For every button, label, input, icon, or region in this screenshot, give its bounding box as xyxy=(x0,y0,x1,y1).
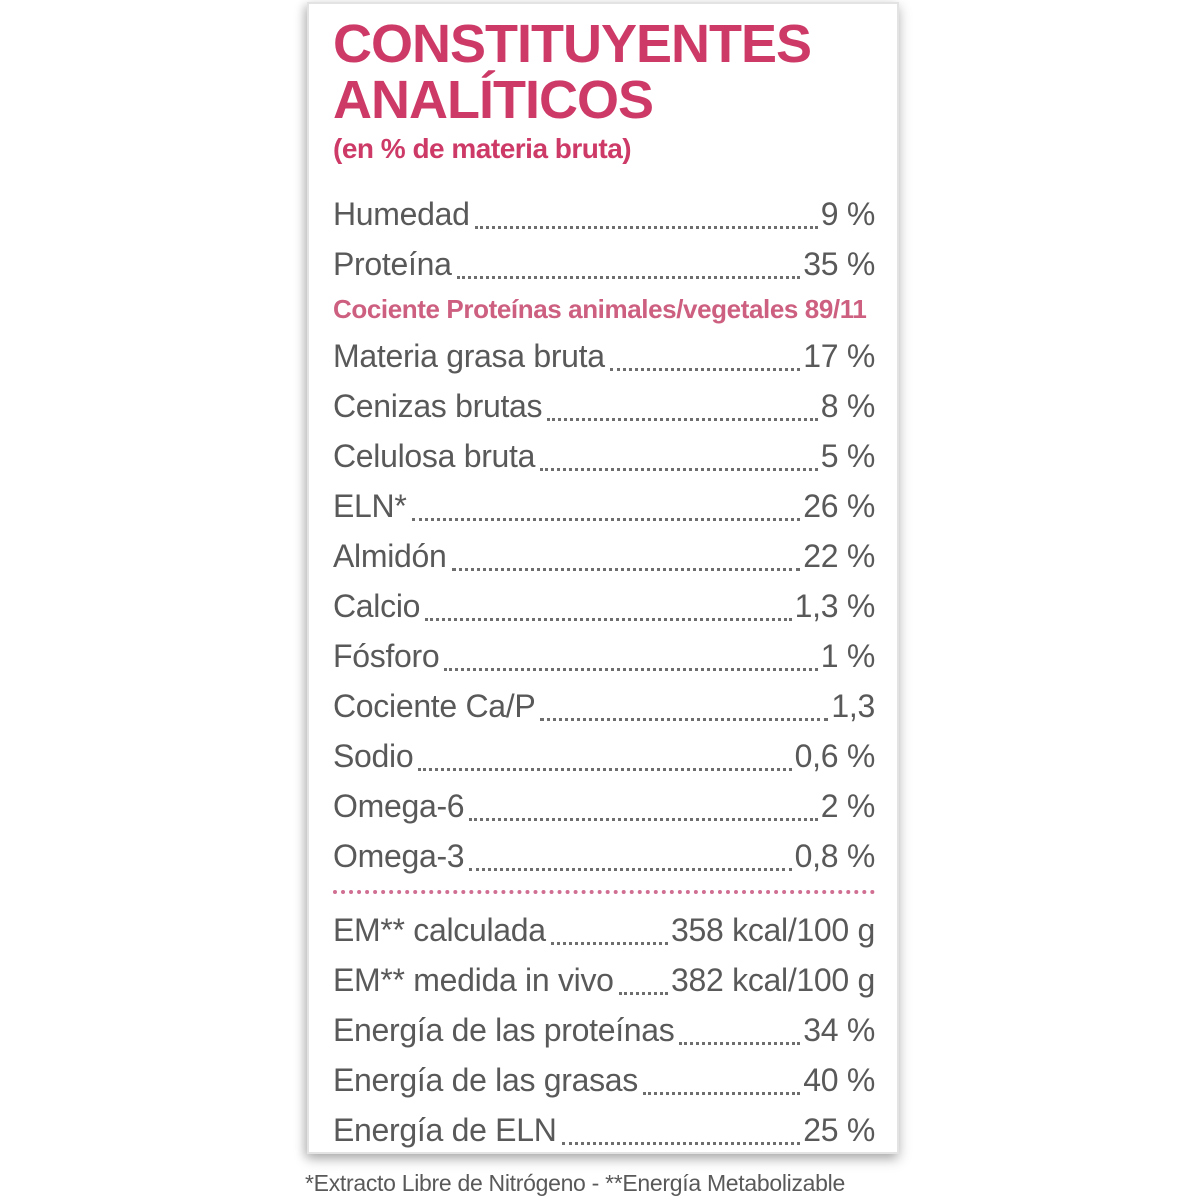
dot-leader xyxy=(540,468,818,471)
dot-leader xyxy=(425,618,792,621)
panel-title xyxy=(333,16,875,128)
row-value: 34 % xyxy=(803,1012,875,1048)
table-row xyxy=(333,431,875,481)
table-row xyxy=(333,781,875,831)
row-label: Omega-6 xyxy=(333,788,465,824)
dot-leader xyxy=(475,226,818,229)
row-label: Almidón xyxy=(333,538,447,574)
row-label: ELN* xyxy=(333,488,407,524)
row-value: 26 % xyxy=(803,488,875,524)
table-row xyxy=(333,905,875,955)
row-value: 1,3 xyxy=(831,688,875,724)
row-label: Energía de las grasas xyxy=(333,1062,638,1098)
dot-leader xyxy=(619,992,668,995)
table-row xyxy=(333,189,875,239)
row-label: Proteína xyxy=(333,246,452,282)
table-row xyxy=(333,731,875,781)
row-value: 1 % xyxy=(820,638,875,674)
table-row xyxy=(333,381,875,431)
analytical-constituents-panel xyxy=(307,2,899,1154)
row-value: 1,3 % xyxy=(794,588,875,624)
dot-leader xyxy=(452,568,801,571)
row-label: Fósforo xyxy=(333,638,440,674)
table-row xyxy=(333,481,875,531)
row-value: 382 kcal/100 g xyxy=(671,962,875,998)
row-value: 17 % xyxy=(803,338,875,374)
row-label: Humedad xyxy=(333,196,470,232)
table-row xyxy=(333,1055,875,1105)
table-row xyxy=(333,955,875,1005)
dot-leader xyxy=(551,942,668,945)
analytics-rows xyxy=(333,189,875,1155)
dot-leader xyxy=(457,276,801,279)
row-value: 25 % xyxy=(803,1112,875,1148)
footnote: *Extracto Libre de Nitrógeno - **Energía Metabolizable xyxy=(305,1170,845,1196)
table-row xyxy=(333,1105,875,1155)
row-label: EM** medida in vivo xyxy=(333,962,614,998)
dot-leader xyxy=(418,768,791,771)
highlight-row: Cociente Proteínas animales/vegetales 89/11 xyxy=(333,294,867,324)
row-label: Cenizas brutas xyxy=(333,388,543,424)
row-label: Cociente Ca/P xyxy=(333,688,536,724)
row-value: 9 % xyxy=(820,196,875,232)
title-line-2: ANALÍTICOS xyxy=(333,70,653,130)
row-value: 35 % xyxy=(803,246,875,282)
table-row xyxy=(333,631,875,681)
row-value: 8 % xyxy=(820,388,875,424)
dot-leader xyxy=(444,668,817,671)
table-row xyxy=(333,831,875,881)
row-label: Energía de las proteínas xyxy=(333,1012,675,1048)
row-label: Energía de ELN xyxy=(333,1112,557,1148)
dot-leader xyxy=(547,418,818,421)
dot-leader xyxy=(610,368,800,371)
dot-leader xyxy=(562,1142,801,1145)
title-line-1: CONSTITUYENTES xyxy=(333,14,812,74)
row-value: 2 % xyxy=(820,788,875,824)
row-label: Omega-3 xyxy=(333,838,465,874)
row-value: 22 % xyxy=(803,538,875,574)
dot-leader xyxy=(643,1092,800,1095)
table-row xyxy=(333,331,875,381)
table-row xyxy=(333,239,875,289)
dot-leader xyxy=(412,518,801,521)
table-row xyxy=(333,1005,875,1055)
row-value: 5 % xyxy=(820,438,875,474)
row-value: 0,8 % xyxy=(794,838,875,874)
row-value: 358 kcal/100 g xyxy=(671,912,875,948)
row-value: 40 % xyxy=(803,1062,875,1098)
row-label: Calcio xyxy=(333,588,421,624)
dotted-divider xyxy=(333,890,875,894)
dot-leader xyxy=(540,718,828,721)
row-label: Celulosa bruta xyxy=(333,438,536,474)
table-row xyxy=(333,681,875,731)
dot-leader xyxy=(469,868,791,871)
dot-leader xyxy=(679,1042,800,1045)
table-row xyxy=(333,531,875,581)
row-label: EM** calculada xyxy=(333,912,546,948)
row-value: 0,6 % xyxy=(794,738,875,774)
dot-leader xyxy=(469,818,817,821)
row-label: Materia grasa bruta xyxy=(333,338,605,374)
panel-subtitle: (en % de materia bruta) xyxy=(333,133,632,164)
table-row xyxy=(333,581,875,631)
row-label: Sodio xyxy=(333,738,414,774)
